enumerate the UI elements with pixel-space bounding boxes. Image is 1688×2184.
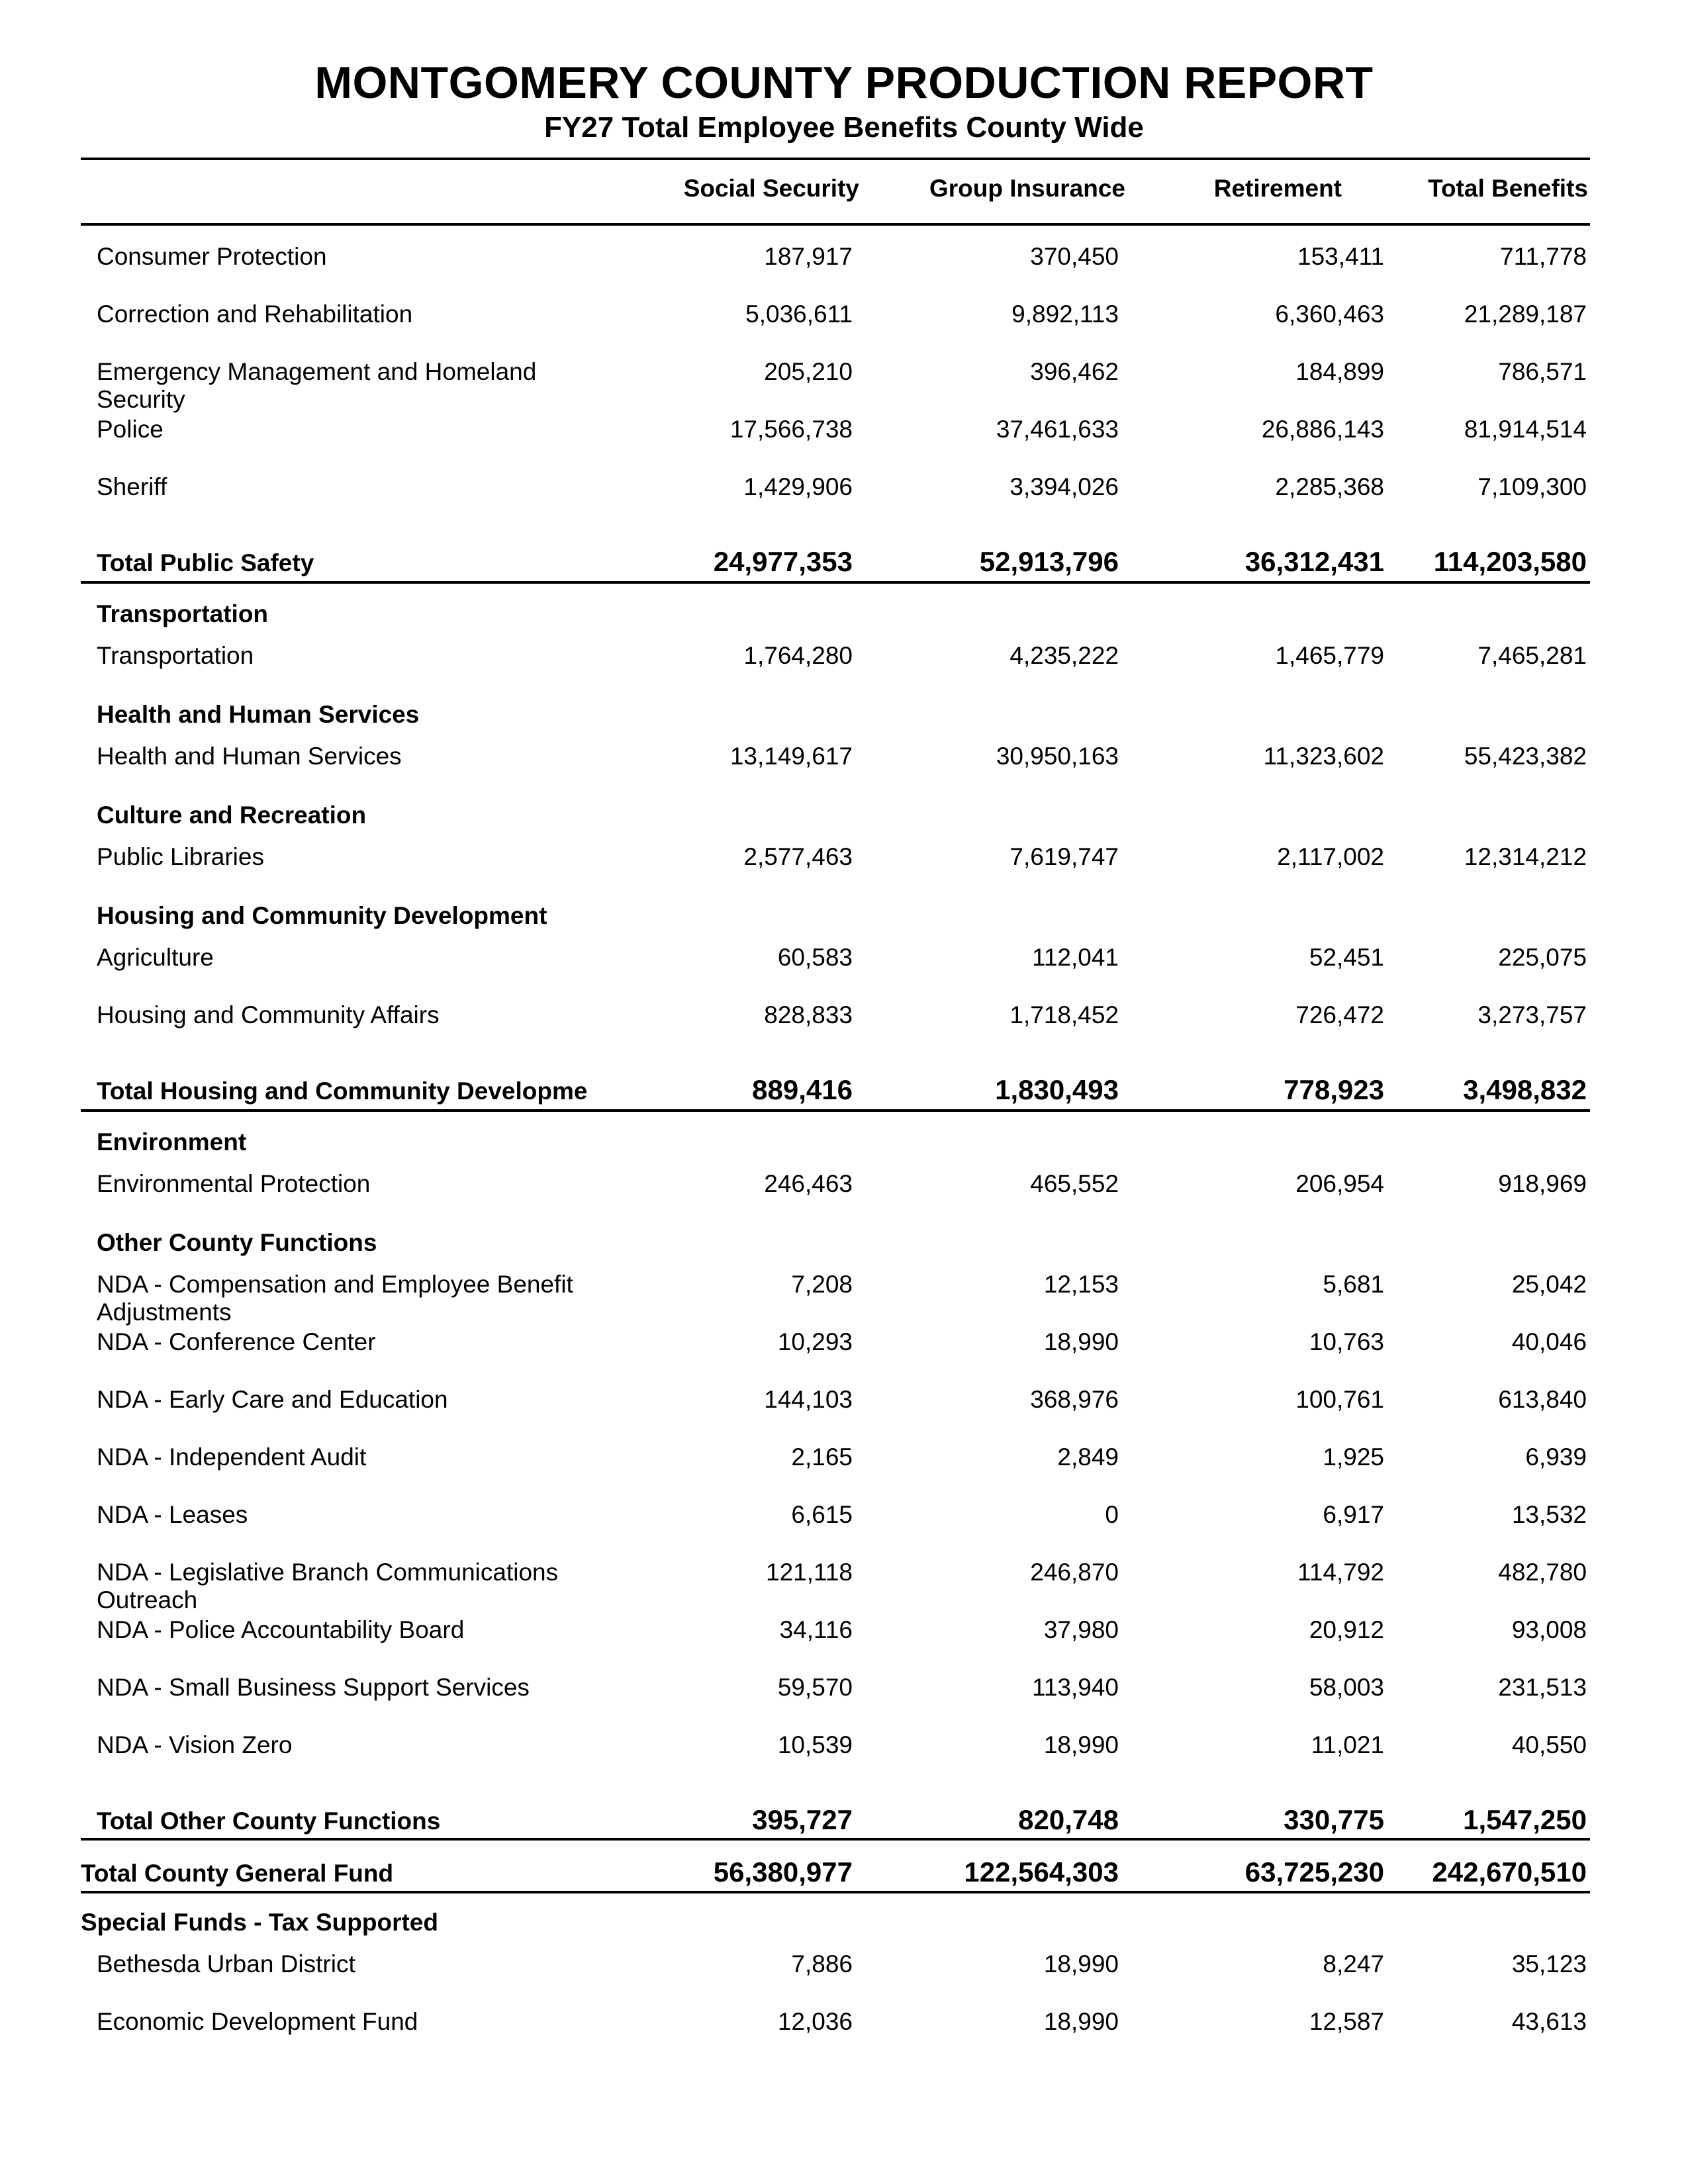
row-label: NDA - Vision Zero [97,1731,293,1758]
cell-total-benefits: 3,273,757 [1477,1001,1587,1028]
cell-group-insurance: 396,462 [1030,358,1119,385]
total-underline [81,581,1590,584]
cell-group-insurance: 30,950,163 [996,743,1119,770]
cell-retirement: 778,923 [1284,1074,1384,1105]
cell-group-insurance: 1,830,493 [995,1074,1119,1105]
cell-retirement: 26,886,143 [1261,416,1384,443]
row-label: Housing and Community Development [97,902,547,929]
total-underline [81,1891,1590,1893]
cell-group-insurance: 9,892,113 [1011,300,1119,328]
row-label: NDA - Leases [97,1501,248,1528]
cell-retirement: 6,917 [1323,1501,1384,1528]
cell-group-insurance: 465,552 [1030,1170,1119,1197]
cell-social-security: 12,036 [777,2008,853,2035]
row-label: Special Funds - Tax Supported [81,1909,438,1936]
cell-social-security: 121,118 [766,1559,853,1586]
cell-social-security: 2,577,463 [743,843,853,870]
cell-total-benefits: 12,314,212 [1464,843,1587,870]
cell-total-benefits: 21,289,187 [1464,300,1587,328]
cell-group-insurance: 4,235,222 [1009,642,1119,669]
col-header-total-benefits: Total Benefits [1428,175,1588,202]
row-label: NDA - Compensation and Employee Benefit Adjustments [97,1271,573,1326]
cell-retirement: 20,912 [1309,1616,1384,1643]
row-label: Total Housing and Community Developme [97,1077,588,1105]
cell-social-security: 13,149,617 [729,743,853,770]
cell-total-benefits: 6,939 [1525,1443,1587,1471]
row-label: Environmental Protection [97,1170,371,1197]
row-label: Agriculture [97,944,214,971]
cell-retirement: 330,775 [1284,1804,1384,1835]
cell-social-security: 34,116 [779,1616,853,1643]
cell-group-insurance: 122,564,303 [964,1856,1119,1888]
cell-social-security: 2,165 [791,1443,853,1471]
row-label: Housing and Community Affairs [97,1001,440,1028]
cell-total-benefits: 231,513 [1498,1674,1587,1701]
row-label: Culture and Recreation [97,801,367,829]
cell-group-insurance: 18,990 [1043,1731,1119,1758]
cell-total-benefits: 40,550 [1511,1731,1587,1758]
row-label: Correction and Rehabilitation [97,300,413,328]
row-label: Public Libraries [97,843,264,870]
cell-group-insurance: 368,976 [1030,1386,1119,1413]
cell-social-security: 59,570 [777,1674,853,1701]
cell-social-security: 17,566,738 [729,416,853,443]
cell-total-benefits: 918,969 [1498,1170,1587,1197]
cell-total-benefits: 613,840 [1498,1386,1587,1413]
total-underline [81,1838,1590,1841]
cell-group-insurance: 37,461,633 [996,416,1119,443]
row-label: Economic Development Fund [97,2008,418,2035]
cell-total-benefits: 93,008 [1511,1616,1587,1643]
cell-retirement: 100,761 [1295,1386,1384,1413]
cell-social-security: 205,210 [764,358,853,385]
row-label: Transportation [97,642,254,669]
cell-social-security: 56,380,977 [713,1856,853,1888]
cell-total-benefits: 7,109,300 [1477,473,1587,500]
row-label: Health and Human Services [97,701,420,728]
cell-retirement: 2,285,368 [1275,473,1384,500]
cell-total-benefits: 3,498,832 [1463,1074,1587,1105]
col-header-social-security: Social Security [683,175,859,202]
cell-retirement: 12,587 [1309,2008,1384,2035]
report-subtitle: FY27 Total Employee Benefits County Wide [544,111,1144,144]
cell-retirement: 52,451 [1309,944,1384,971]
cell-retirement: 2,117,002 [1277,843,1384,870]
cell-group-insurance: 370,450 [1030,243,1119,270]
cell-retirement: 114,792 [1297,1559,1384,1586]
cell-social-security: 7,886 [791,1950,853,1978]
total-underline [81,1109,1590,1112]
cell-retirement: 1,925 [1323,1443,1384,1471]
row-label: Total Public Safety [97,549,314,576]
cell-group-insurance: 2,849 [1057,1443,1119,1471]
cell-group-insurance: 18,990 [1043,1950,1119,1978]
cell-social-security: 889,416 [752,1074,853,1105]
row-label: NDA - Police Accountability Board [97,1616,465,1643]
cell-social-security: 1,429,906 [743,473,853,500]
col-header-retirement: Retirement [1213,175,1342,202]
row-label: Bethesda Urban District [97,1950,355,1978]
cell-total-benefits: 711,778 [1500,243,1587,270]
cell-group-insurance: 0 [1105,1501,1119,1528]
cell-total-benefits: 43,613 [1511,2008,1587,2035]
cell-social-security: 144,103 [764,1386,853,1413]
cell-total-benefits: 25,042 [1511,1271,1587,1298]
cell-total-benefits: 13,532 [1511,1501,1587,1528]
cell-retirement: 36,312,431 [1244,546,1384,577]
cell-group-insurance: 7,619,747 [1009,843,1119,870]
cell-social-security: 187,917 [764,243,853,270]
cell-social-security: 6,615 [791,1501,853,1528]
cell-social-security: 5,036,611 [745,300,853,328]
cell-social-security: 60,583 [777,944,853,971]
cell-group-insurance: 18,990 [1043,2008,1119,2035]
cell-retirement: 8,247 [1323,1950,1384,1978]
cell-total-benefits: 35,123 [1511,1950,1587,1978]
cell-retirement: 63,725,230 [1244,1856,1384,1888]
cell-total-benefits: 242,670,510 [1432,1856,1587,1888]
row-label: Police [97,416,164,443]
cell-retirement: 11,323,602 [1263,743,1384,770]
cell-social-security: 7,208 [791,1271,853,1298]
cell-group-insurance: 112,041 [1032,944,1119,971]
cell-social-security: 24,977,353 [713,546,853,577]
cell-retirement: 153,411 [1297,243,1384,270]
cell-total-benefits: 225,075 [1498,944,1587,971]
row-label: Other County Functions [97,1229,377,1256]
cell-group-insurance: 52,913,796 [979,546,1119,577]
cell-group-insurance: 37,980 [1043,1616,1119,1643]
row-label: Health and Human Services [97,743,402,770]
cell-group-insurance: 3,394,026 [1009,473,1119,500]
cell-retirement: 1,465,779 [1275,642,1384,669]
row-label: NDA - Independent Audit [97,1443,367,1471]
row-label: NDA - Early Care and Education [97,1386,448,1413]
row-label: Consumer Protection [97,243,327,270]
cell-total-benefits: 81,914,514 [1464,416,1587,443]
cell-social-security: 246,463 [764,1170,853,1197]
cell-total-benefits: 114,203,580 [1433,546,1587,577]
cell-retirement: 6,360,463 [1275,300,1384,328]
row-label: Emergency Management and Homeland Security [97,358,537,413]
row-label: Total Other County Functions [97,1807,441,1835]
cell-group-insurance: 113,940 [1032,1674,1119,1701]
cell-retirement: 726,472 [1295,1001,1384,1028]
cell-retirement: 11,021 [1311,1731,1384,1758]
row-label: Transportation [97,600,269,627]
cell-social-security: 10,293 [777,1328,853,1355]
row-label: NDA - Legislative Branch Communications Outreach [97,1559,559,1614]
cell-total-benefits: 1,547,250 [1463,1804,1587,1835]
cell-group-insurance: 820,748 [1018,1804,1119,1835]
row-label: Total County General Fund [81,1860,394,1887]
cell-social-security: 828,833 [764,1001,853,1028]
row-label: NDA - Small Business Support Services [97,1674,530,1701]
cell-group-insurance: 18,990 [1043,1328,1119,1355]
cell-group-insurance: 246,870 [1030,1559,1119,1586]
row-label: Sheriff [97,473,167,500]
cell-retirement: 10,763 [1309,1328,1384,1355]
cell-total-benefits: 786,571 [1498,358,1587,385]
cell-total-benefits: 7,465,281 [1477,642,1587,669]
cell-total-benefits: 55,423,382 [1464,743,1587,770]
cell-retirement: 184,899 [1295,358,1384,385]
report-title: MONTGOMERY COUNTY PRODUCTION REPORT [314,58,1374,108]
row-label: NDA - Conference Center [97,1328,376,1355]
cell-retirement: 206,954 [1295,1170,1384,1197]
cell-group-insurance: 1,718,452 [1009,1001,1119,1028]
cell-social-security: 10,539 [777,1731,853,1758]
cell-retirement: 58,003 [1309,1674,1384,1701]
cell-group-insurance: 12,153 [1043,1271,1119,1298]
cell-social-security: 395,727 [752,1804,853,1835]
cell-retirement: 5,681 [1323,1271,1384,1298]
row-label: Environment [97,1128,247,1156]
cell-total-benefits: 482,780 [1498,1559,1587,1586]
cell-total-benefits: 40,046 [1511,1328,1587,1355]
col-header-group-insurance: Group Insurance [929,175,1125,202]
cell-social-security: 1,764,280 [743,642,853,669]
